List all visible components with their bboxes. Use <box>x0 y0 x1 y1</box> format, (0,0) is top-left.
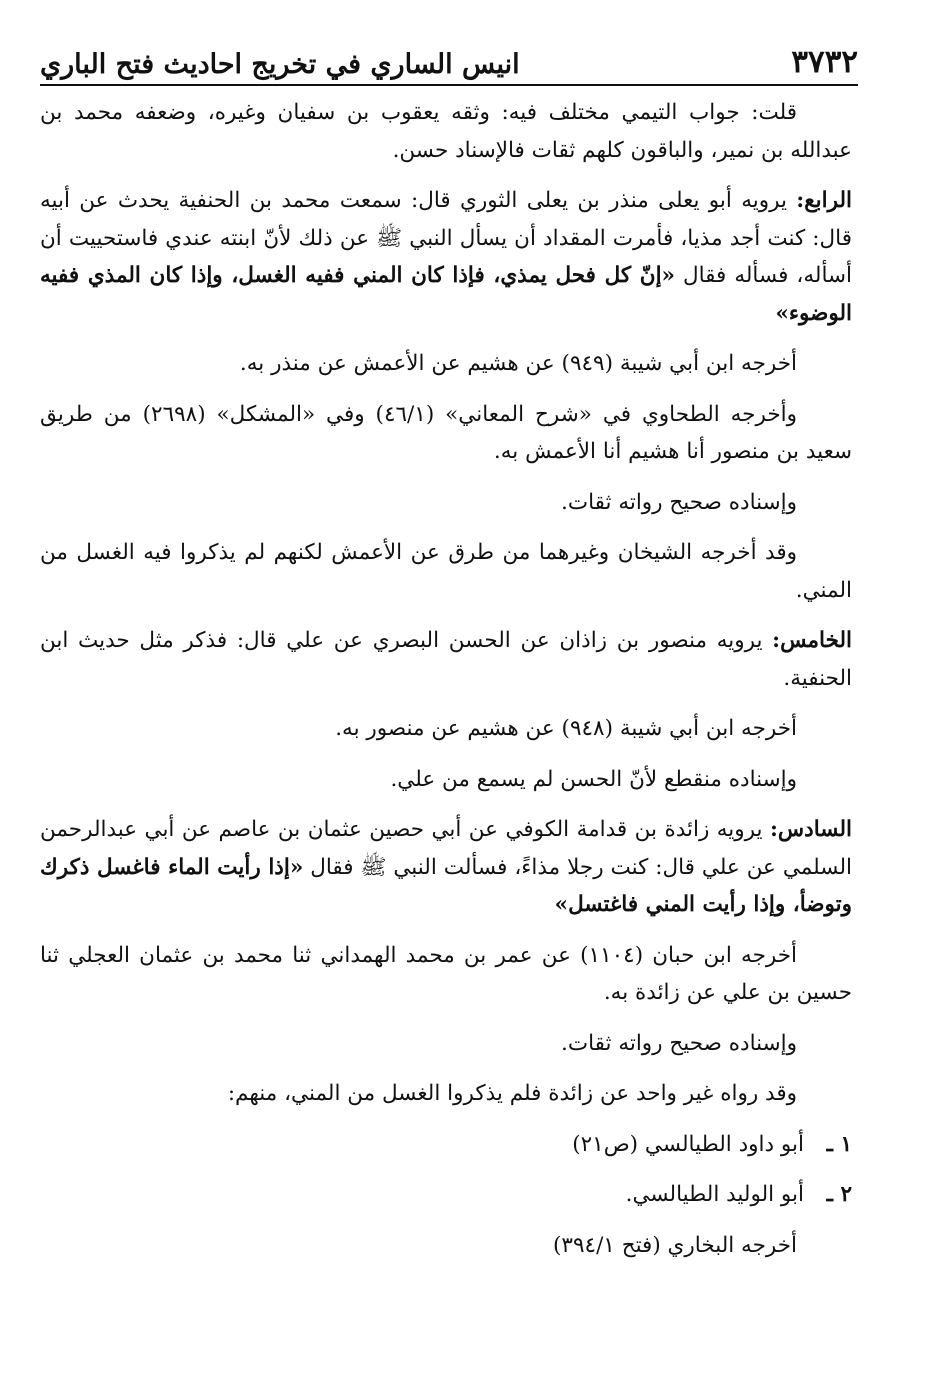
page-header <box>40 36 858 80</box>
paragraph-text: وأخرجه الطحاوي في «شرح المعاني» (٤٦/١) وفي «المشكل» (٢٦٩٨) من طريق سعيد بن منصور أنا هشيم أنا الأعمش به. <box>40 401 852 464</box>
paragraph <box>40 345 852 383</box>
paragraph-text: وقد رواه غير واحد عن زائدة فلم يذكروا الغسل من المني، منهم: <box>227 1081 797 1106</box>
paragraph-text: أخرجه البخاري (فتح ٣٩٤/١) <box>553 1232 797 1258</box>
paragraph <box>40 484 852 522</box>
page-number: ٣٧٣٢ <box>791 44 858 80</box>
header-rule <box>40 84 858 86</box>
hadith-quote: «إنّ كل فحل يمذي، فإذا كان المني ففيه الغسل، وإذا كان المذي ففيه الوضوء» <box>40 263 852 326</box>
paragraph-text: وقد أخرجه الشيخان وغيرهما من طرق عن الأعمش لكنهم لم يذكروا فيه الغسل من المني. <box>40 540 852 603</box>
paragraph <box>40 1227 852 1265</box>
paragraph-text: أخرجه ابن أبي شيبة (٩٤٩) عن هشيم عن الأعمش عن منذر به. <box>239 351 797 376</box>
paragraph-text: يرويه منصور بن زاذان عن الحسن البصري عن علي قال: فذكر مثل حديث ابن الحنفية. <box>40 628 852 691</box>
list-item <box>40 1176 852 1214</box>
paragraph <box>40 182 852 332</box>
paragraph <box>40 811 852 924</box>
paragraph-text: يرويه أبو يعلى منذر بن يعلى الثوري قال: سمعت محمد بن الحنفية يحدث عن أبيه قال: كنت أجد مذيا، فأمرت المقداد أن يسأل النبي ﷺ عن ذلك لأنّ ابنته عندي فاستحييت أن أسأله، فسأله فقال <box>40 188 852 288</box>
paragraph-text: يرويه زائدة بن قدامة الكوفي عن أبي حصين عثمان بن عاصم عن أبي عبدالرحمن السلمي عن علي قال: كنت رجلا مذاءً، فسألت النبي ﷺ فقال <box>40 817 852 880</box>
hadith-quote: «إذا رأيت الماء فاغسل ذكرك وتوضأ، وإذا رأيت المني فاغتسل» <box>40 854 852 917</box>
paragraph-text: وإسناده صحيح رواته ثقات. <box>561 489 797 515</box>
paragraph-text: أخرجه ابن أبي شيبة (٩٤٨) عن هشيم عن منصور به. <box>335 716 797 741</box>
paragraph <box>40 396 852 471</box>
paragraph-text: وإسناده صحيح رواته ثقات. <box>561 1030 797 1056</box>
section-lead: السادس: <box>769 817 852 842</box>
paragraph <box>40 1075 852 1113</box>
list-item-text: أبو الوليد الطيالسي. <box>625 1182 804 1207</box>
list-item-text: أبو داود الطيالسي (ص٢١) <box>572 1131 804 1157</box>
paragraph <box>40 937 852 1012</box>
book-title: انيس الساري في تخريج احاديث فتح الباري <box>40 49 520 80</box>
list-item-number: ١ ـ <box>826 1131 852 1157</box>
section-lead: الخامس: <box>772 628 852 653</box>
paragraph <box>40 622 852 697</box>
page-body <box>40 94 852 1277</box>
paragraph <box>40 710 852 748</box>
list-item-number: ٢ ـ <box>826 1182 852 1207</box>
paragraph <box>40 761 852 799</box>
paragraph <box>40 534 852 609</box>
paragraph-text: وإسناده منقطع لأنّ الحسن لم يسمع من علي. <box>390 766 797 792</box>
paragraph <box>40 1025 852 1063</box>
paragraph-text: أخرجه ابن حبان (١١٠٤) عن عمر بن محمد الهمداني ثنا محمد بن عثمان العجلي ثنا حسين بن علي عن زائدة به. <box>40 942 852 1005</box>
paragraph-text: قلت: جواب التيمي مختلف فيه: وثقه يعقوب بن سفيان وغيره، وضعفه محمد بن عبدالله بن نمير، والباقون كلهم ثقات فالإسناد حسن. <box>40 100 852 163</box>
paragraph <box>40 94 852 169</box>
section-lead: الرابع: <box>796 188 852 213</box>
list-item <box>40 1126 852 1164</box>
